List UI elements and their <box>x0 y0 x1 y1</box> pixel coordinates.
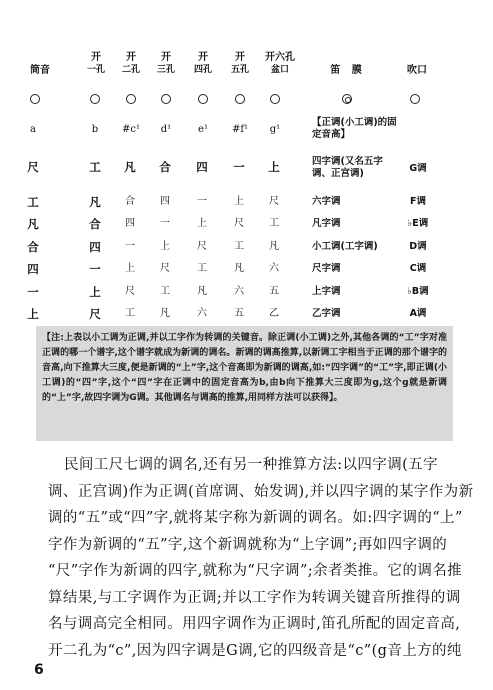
table-cell: 四 <box>160 196 170 207</box>
header-hole-5-line1: 开 <box>235 52 245 63</box>
table-cell: 四 <box>27 262 39 276</box>
header-hole-3-line2: 三孔 <box>156 65 175 75</box>
table-cell: 合 <box>89 217 101 231</box>
tune-name-cell: 凡字调 <box>312 218 341 229</box>
table-cell: 尺 <box>89 307 101 321</box>
paragraph-line: “尺”字作为新调的四字,就称为“尺字调”;余者类推。它的调名推 <box>48 563 463 579</box>
table-cell: 上 <box>160 241 170 252</box>
pitch-hole-5: #f¹ <box>231 124 249 135</box>
key-cell: A调 <box>409 308 427 319</box>
table-cell: 上 <box>268 160 280 174</box>
page-number: 6 <box>34 662 44 678</box>
pitch-hole-1: b <box>91 124 99 135</box>
table-cell: 凡 <box>124 160 136 174</box>
header-membrane-label: 笛 膜 <box>330 65 366 76</box>
key-cell: D调 <box>409 241 427 252</box>
tune-name-cell: 乙字调 <box>312 308 341 319</box>
hole-circle-5 <box>235 94 245 104</box>
table-cell: 五 <box>269 286 279 297</box>
tune-name-cell: 上字调 <box>312 286 341 297</box>
table-cell: 一 <box>233 160 245 174</box>
header-hole-1 <box>82 51 110 77</box>
table-cell: 合 <box>27 240 39 254</box>
hole-circle-3 <box>161 94 171 104</box>
header-hole-2-line2: 二孔 <box>121 65 140 75</box>
table-cell: 工 <box>125 308 135 319</box>
header-tube-note-label: 筒音 <box>30 65 50 76</box>
table-cell: 尺 <box>125 286 135 297</box>
table-cell: 尺 <box>160 263 170 274</box>
hole-circle-6 <box>270 94 280 104</box>
paragraph-line: 调的“五”或“四”字,就将某字称为新调的调名。如:四字调的“上” <box>48 510 463 526</box>
table-cell: 一 <box>197 196 207 207</box>
header-hole-2 <box>116 51 146 77</box>
table-cell: 六 <box>197 308 207 319</box>
table-cell: 四 <box>196 160 208 174</box>
pitch-hole-2: #c¹ <box>122 124 140 135</box>
mouthpiece-circle <box>410 94 420 104</box>
header-hole-3 <box>151 51 181 77</box>
table-cell: 四 <box>89 240 101 254</box>
key-cell: C调 <box>409 263 427 274</box>
table-cell: 工 <box>89 160 101 174</box>
header-tube-note <box>30 64 60 77</box>
header-hole-6 <box>259 51 301 77</box>
table-cell: 一 <box>125 241 135 252</box>
key-cell: F调 <box>410 196 426 207</box>
header-hole-5 <box>225 51 255 77</box>
pitch-tube: a <box>30 124 36 135</box>
note-text: 【注:上表以小工调为正调,并以工字作为转调的关键音。除正调(小工调)之外,其他各调的“工”字对准正调的哪一个谱字,这个谱字就成为新调的调名。新调的调高推算,以新调工字相当于正调的那个谱字的音高,向下推算大三度,便是新调的“上”字,这个音高即为新调的调高,如:“四字调”的“工”字,即正调(小工调)的“四”字,这个“四”字在正调中的固定音高为b,由b向下推算大三度即为g,这个g就是新调的“上”字,故四字调为G调。其他调名与调高的推算,用同样方法可以获得】。 <box>42 333 447 403</box>
table-cell: 一 <box>160 218 170 229</box>
header-hole-2-line1: 开 <box>126 52 136 63</box>
key-cell: ♭E调 <box>407 218 429 229</box>
header-mouthpiece-label: 吹口 <box>407 65 427 76</box>
paragraph-line: 民间工尺七调的调名,还有另一种推算方法:以四字调(五字 <box>64 457 438 473</box>
table-cell: 上 <box>89 285 101 299</box>
table-cell: 工 <box>27 195 39 209</box>
table-cell: 乙 <box>269 308 279 319</box>
table-cell: 尺 <box>197 241 207 252</box>
table-cell: 六 <box>269 263 279 274</box>
table-cell: 凡 <box>160 308 170 319</box>
table-cell: 上 <box>234 196 244 207</box>
header-mouthpiece <box>400 64 434 77</box>
table-cell: 一 <box>89 262 101 276</box>
table-cell: 上 <box>27 307 39 321</box>
hole-circle-4 <box>198 94 208 104</box>
header-hole-4-line2: 四孔 <box>193 65 212 75</box>
hole-circle-1 <box>90 94 100 104</box>
paragraph-line: 名与调高完全相同。用四字调作为正调时,笛孔所配的固定音高, <box>48 616 461 632</box>
tune-name-cell: 四字调(又名五字调、正宫调) <box>312 156 383 179</box>
table-cell: 凡 <box>234 263 244 274</box>
fixed-pitch-note: 【正调(小工调)的固定音高】 <box>312 117 397 140</box>
table-cell: 上 <box>197 218 207 229</box>
table-cell: 尺 <box>269 196 279 207</box>
table-cell: 合 <box>159 160 171 174</box>
paragraph-line: 字作为新调的“五”字,这个新调就称为“上字调”;再如四字调的 <box>48 536 448 553</box>
table-cell: 六 <box>234 286 244 297</box>
tune-name-cell: 尺字调 <box>312 263 341 274</box>
table-cell: 凡 <box>269 241 279 252</box>
header-hole-6-line1: 开六孔 <box>265 52 295 63</box>
header-hole-4 <box>188 51 218 77</box>
membrane-circle <box>342 94 352 104</box>
tune-name-cell: 六字调 <box>312 196 341 207</box>
tune-name-cell: 小工调(工字调) <box>312 241 378 252</box>
table-cell: 凡 <box>197 286 207 297</box>
table-cell: 凡 <box>27 217 39 231</box>
paragraph-line: 开二孔为“c”,因为四字调是G调,它的四级音是“c”(g音上方的纯 <box>48 642 462 659</box>
header-hole-4-line1: 开 <box>198 52 208 63</box>
table-cell: 工 <box>160 286 170 297</box>
table-cell: 上 <box>125 263 135 274</box>
table-cell: 工 <box>269 218 279 229</box>
table-cell: 工 <box>234 241 244 252</box>
header-hole-5-line2: 五孔 <box>230 65 249 75</box>
header-hole-6-line2: 盆口 <box>270 65 289 75</box>
table-cell: 四 <box>125 218 135 229</box>
hole-circle-tube <box>30 94 40 104</box>
table-cell: 尺 <box>27 160 39 174</box>
paragraph-line: 调、正宫调)作为正调(首席调、始发调),并以四字调的某字作为新 <box>48 483 474 500</box>
paragraph-line: 算结果,与工字调作为正调;并以工字作为转调关键音所推得的调 <box>48 589 461 606</box>
table-cell: 工 <box>197 263 207 274</box>
table-cell: 五 <box>234 308 244 319</box>
header-hole-1-line2: 一孔 <box>86 65 105 75</box>
header-hole-1-line1: 开 <box>91 52 101 63</box>
table-cell: 尺 <box>234 218 244 229</box>
header-membrane <box>318 64 378 77</box>
hole-circle-2 <box>126 94 136 104</box>
table-cell: 凡 <box>89 195 101 209</box>
table-cell: 合 <box>125 196 135 207</box>
key-cell: G调 <box>409 163 427 174</box>
pitch-hole-6: g¹ <box>269 124 281 135</box>
pitch-hole-4: e¹ <box>198 124 208 135</box>
pitch-hole-3: d¹ <box>160 124 172 135</box>
header-hole-3-line1: 开 <box>161 52 171 63</box>
key-cell: ♭B调 <box>407 286 429 297</box>
table-cell: 一 <box>27 285 39 299</box>
